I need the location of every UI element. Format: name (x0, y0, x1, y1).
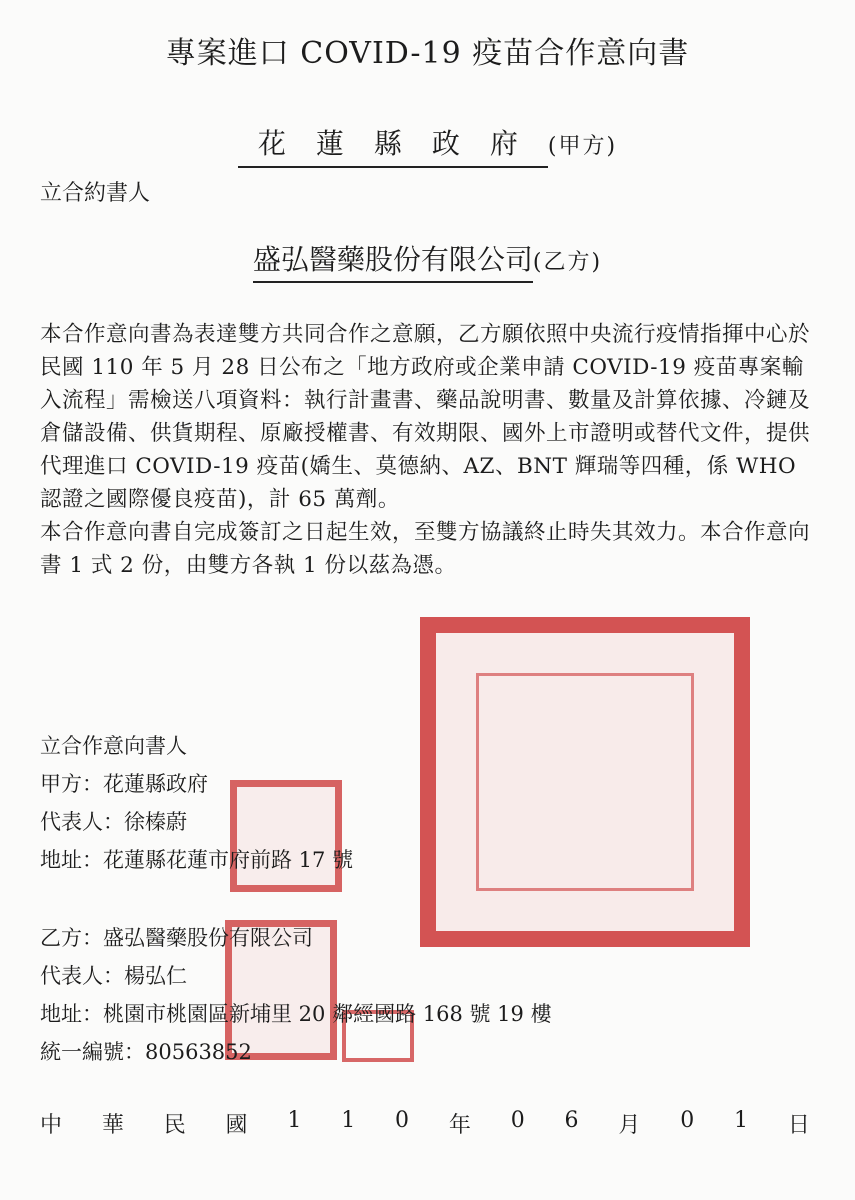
body-paragraph-2: 本合作意向書自完成簽訂之日起生效，至雙方協議終止時失其效力。本合作意向書 1 式 2 份，由雙方各執 1 份以茲為憑。 (40, 520, 811, 578)
date-char: 月 (618, 1113, 641, 1138)
document-title: 專案進口 COVID-19 疫苗合作意向書 (165, 36, 690, 71)
party-a-representative: 代表人：徐榛蔚 (40, 810, 187, 834)
party-a-name: 花蓮縣政府 (238, 122, 548, 168)
party-a-line (0, 122, 855, 168)
date-char: 0 (680, 1108, 695, 1133)
date-char: 華 (101, 1113, 124, 1138)
party-b-representative: 代表人：楊弘仁 (40, 964, 187, 988)
date-char: 日 (787, 1113, 810, 1138)
date-char: 1 (734, 1108, 749, 1133)
date-char: 0 (510, 1108, 525, 1133)
party-b-role: (乙方) (532, 250, 603, 275)
party-a-signatory: 甲方：花蓮縣政府 (40, 772, 208, 796)
signing-date (40, 1108, 810, 1139)
agreement-body (40, 318, 810, 582)
date-char: 1 (341, 1108, 356, 1133)
date-char: 0 (395, 1108, 410, 1133)
party-b-signatory: 乙方：盛弘醫藥股份有限公司 (40, 926, 313, 950)
signatories-heading: 立合作意向書人 (40, 734, 187, 758)
date-char: 6 (564, 1108, 579, 1133)
date-char: 中 (40, 1113, 63, 1138)
party-b-name: 盛弘醫藥股份有限公司 (253, 238, 533, 283)
date-char: 1 (287, 1108, 302, 1133)
county-government-seal-icon (420, 617, 750, 947)
date-char: 國 (225, 1113, 248, 1138)
signer-label: 立合約書人 (40, 181, 151, 206)
party-a-address: 地址：花蓮縣花蓮市府前路 17 號 (40, 848, 354, 872)
date-char: 年 (448, 1113, 471, 1138)
representative-a-seal-icon (230, 780, 342, 892)
party-a-role: (甲方) (547, 134, 618, 159)
party-b-line (0, 238, 855, 283)
party-b-address: 地址：桃園市桃園區新埔里 20 鄰經國路 168 號 19 樓 (40, 1002, 552, 1026)
date-char: 民 (163, 1113, 186, 1138)
body-paragraph-1: 本合作意向書為表達雙方共同合作之意願，乙方願依照中央流行疫情指揮中心於民國 110 年 5 月 28 日公布之「地方政府或企業申請 COVID-19 疫苗專案輸入流程」需檢送八項資料：執行計畫書、藥品說明書、數量及計算依據、冷鏈及倉儲設備、供貨期程、原廠授權書、有效期限、國外上市證明或替代文件，提供代理進口 COVID-19 疫苗(嬌生、莫德納、AZ、BNT 輝瑞等四種，係 WHO 認證之國際優良疫苗)，計 65 萬劑。 (40, 322, 811, 512)
party-b-tax-id: 統一編號：80563852 (40, 1040, 252, 1064)
